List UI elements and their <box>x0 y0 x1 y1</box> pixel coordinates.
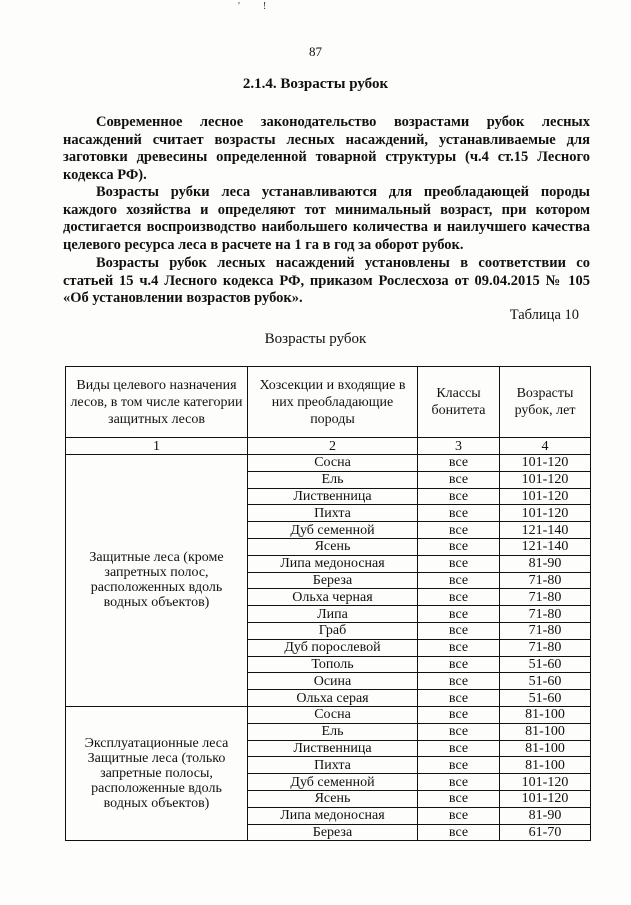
table-caption: Возрасты рубок <box>264 331 367 347</box>
column-number: 1 <box>66 438 248 455</box>
scan-marks: ' ! <box>238 0 277 12</box>
species-cell: Береза <box>248 824 418 841</box>
paragraph: Современное лесное законодательство возрастами рубок лесных насаждений считает возрасты лесных насаждений, устанавливаемые для заготовки древесины определенной товарной структуры (ч.4 ст.15 Лесного кодекса РФ). <box>63 114 590 183</box>
species-cell: Береза <box>248 572 418 589</box>
site-class-cell: все <box>418 639 500 656</box>
cutting-age-cell: 101-120 <box>500 774 591 791</box>
site-class-cell: все <box>418 824 500 841</box>
cutting-age-cell: 51-60 <box>500 656 591 673</box>
paragraph: Возрасты рубок лесных насаждений установлены в соответствии со статьей 15 ч.4 Лесного кодекса РФ, приказом Рослесхоза от 09.04.2015 № 105 «Об установлении возрастов рубок». <box>63 255 590 307</box>
table-row <box>66 706 591 723</box>
site-class-cell: все <box>418 723 500 740</box>
column-number: 4 <box>500 438 591 455</box>
species-cell: Ясень <box>248 538 418 555</box>
cutting-age-cell: 71-80 <box>500 622 591 639</box>
cutting-age-cell: 51-60 <box>500 690 591 707</box>
site-class-cell: все <box>418 471 500 488</box>
cutting-age-cell: 81-90 <box>500 807 591 824</box>
site-class-cell: все <box>418 538 500 555</box>
cutting-age-cell: 81-100 <box>500 723 591 740</box>
cutting-age-cell: 81-90 <box>500 555 591 572</box>
cutting-age-cell: 101-120 <box>500 790 591 807</box>
cutting-age-cell: 121-140 <box>500 522 591 539</box>
column-header: Возрасты рубок, лет <box>500 367 591 438</box>
species-cell: Ольха серая <box>248 690 418 707</box>
site-class-cell: все <box>418 555 500 572</box>
species-cell: Липа <box>248 606 418 623</box>
column-number: 2 <box>248 438 418 455</box>
cutting-age-cell: 101-120 <box>500 488 591 505</box>
cutting-age-cell: 51-60 <box>500 673 591 690</box>
forest-category-cell: Эксплуатационные леса Защитные леса (только запретные полосы, расположенные вдоль водных объектов) <box>66 706 248 840</box>
column-header: Классы бонитета <box>418 367 500 438</box>
species-cell: Осина <box>248 673 418 690</box>
species-cell: Ель <box>248 471 418 488</box>
table-row <box>66 455 591 472</box>
site-class-cell: все <box>418 690 500 707</box>
cutting-age-cell: 81-100 <box>500 757 591 774</box>
species-cell: Лиственница <box>248 488 418 505</box>
column-header: Хозсекции и входящие в них преобладающие породы <box>248 367 418 438</box>
species-cell: Лиственница <box>248 740 418 757</box>
site-class-cell: все <box>418 757 500 774</box>
species-cell: Пихта <box>248 505 418 522</box>
page-number: 87 <box>309 44 322 59</box>
species-cell: Граб <box>248 622 418 639</box>
cutting-age-cell: 121-140 <box>500 538 591 555</box>
species-cell: Липа медоносная <box>248 555 418 572</box>
cutting-age-cell: 81-100 <box>500 740 591 757</box>
site-class-cell: все <box>418 774 500 791</box>
column-number: 3 <box>418 438 500 455</box>
species-cell: Ясень <box>248 790 418 807</box>
cutting-age-cell: 61-70 <box>500 824 591 841</box>
site-class-cell: все <box>418 505 500 522</box>
cutting-age-cell: 71-80 <box>500 606 591 623</box>
species-cell: Пихта <box>248 757 418 774</box>
species-cell: Сосна <box>248 455 418 472</box>
species-cell: Ель <box>248 723 418 740</box>
table-header-row <box>66 367 591 438</box>
species-cell: Ольха черная <box>248 589 418 606</box>
species-cell: Тополь <box>248 656 418 673</box>
cutting-age-cell: 101-120 <box>500 505 591 522</box>
forest-category-cell: Защитные леса (кроме запретных полос, расположенных вдоль водных объектов) <box>66 455 248 707</box>
cutting-age-cell: 71-80 <box>500 572 591 589</box>
cutting-age-cell: 81-100 <box>500 706 591 723</box>
paragraph: Возрасты рубки леса устанавливаются для преобладающей породы каждого хозяйства и определяют тот минимальный возраст, при котором достигается воспроизводство наибольшего количества и наилучшего качества целевого ресурса леса в расчете на 1 га в год за оборот рубок. <box>63 184 590 253</box>
cutting-age-table <box>65 366 591 841</box>
site-class-cell: все <box>418 488 500 505</box>
site-class-cell: все <box>418 589 500 606</box>
site-class-cell: все <box>418 790 500 807</box>
site-class-cell: все <box>418 706 500 723</box>
site-class-cell: все <box>418 455 500 472</box>
section-heading: 2.1.4. Возрасты рубок <box>242 76 389 92</box>
site-class-cell: все <box>418 522 500 539</box>
site-class-cell: все <box>418 572 500 589</box>
species-cell: Дуб порослевой <box>248 639 418 656</box>
site-class-cell: все <box>418 807 500 824</box>
table-number: Таблица 10 <box>509 307 579 323</box>
cutting-age-cell: 101-120 <box>500 455 591 472</box>
species-cell: Сосна <box>248 706 418 723</box>
column-number-row <box>66 438 591 455</box>
site-class-cell: все <box>418 656 500 673</box>
site-class-cell: все <box>418 673 500 690</box>
site-class-cell: все <box>418 740 500 757</box>
species-cell: Дуб семенной <box>248 774 418 791</box>
site-class-cell: все <box>418 622 500 639</box>
column-header: Виды целевого назначения лесов, в том числе категории защитных лесов <box>66 367 248 438</box>
species-cell: Дуб семенной <box>248 522 418 539</box>
cutting-age-cell: 71-80 <box>500 639 591 656</box>
cutting-age-cell: 71-80 <box>500 589 591 606</box>
cutting-age-cell: 101-120 <box>500 471 591 488</box>
species-cell: Липа медоносная <box>248 807 418 824</box>
site-class-cell: все <box>418 606 500 623</box>
